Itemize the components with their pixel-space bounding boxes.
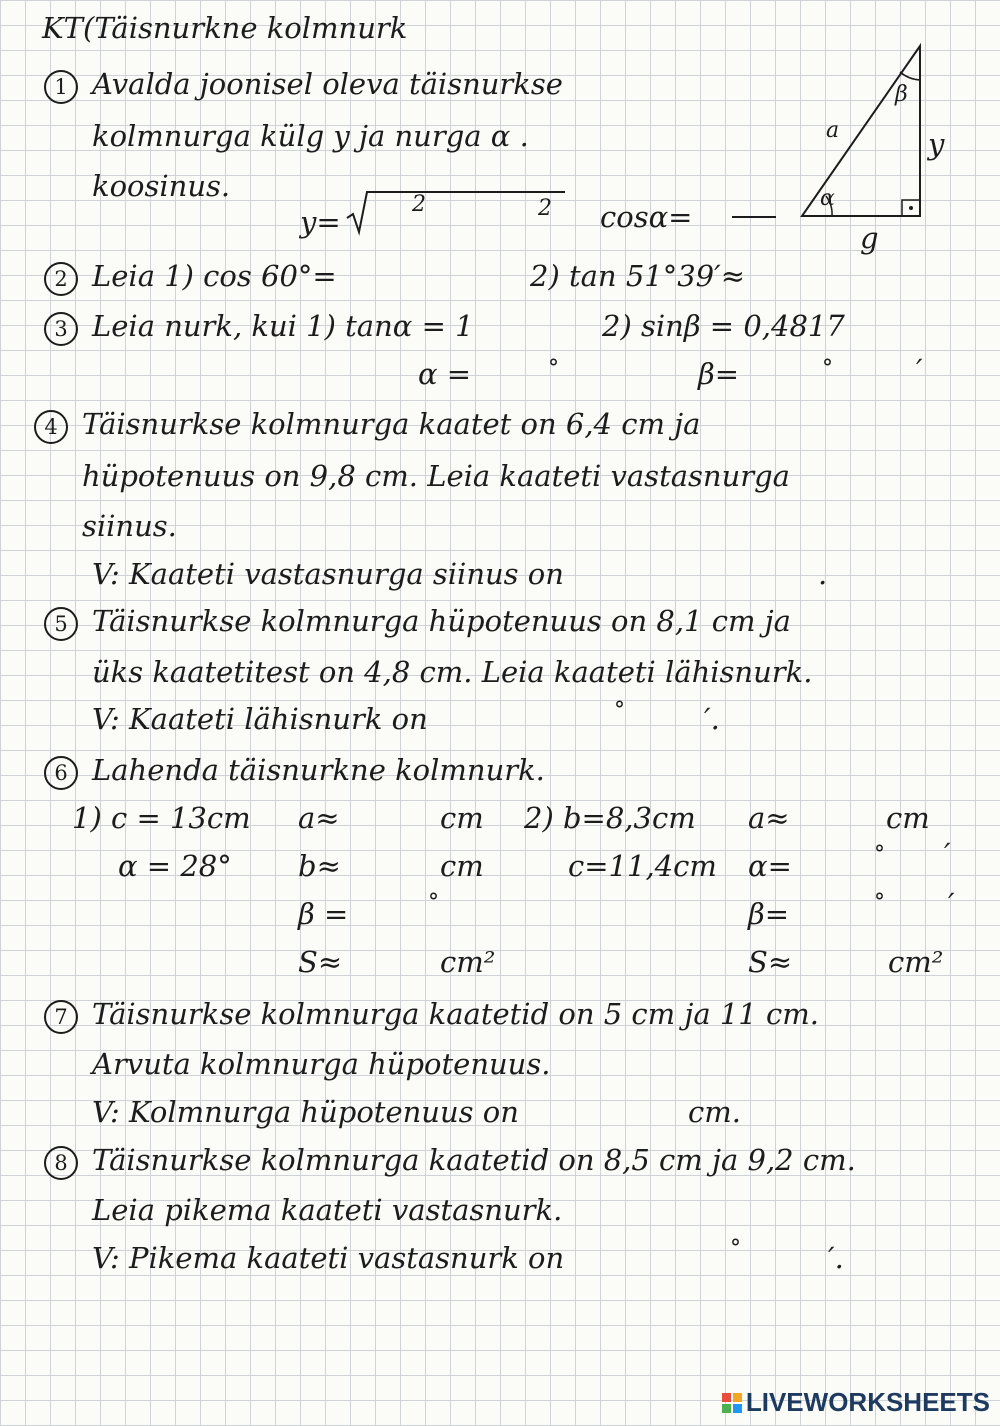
q6-p2-s-unit: cm² (888, 945, 944, 979)
q1-power-a: 2 (412, 192, 426, 217)
q6-title: Lahenda täisnurkne kolmnurk. (92, 753, 545, 787)
q6-p1-beta: β = (298, 897, 349, 931)
fraction-line (732, 216, 776, 218)
q3-part2: 2) sinβ = 0,4817 (602, 309, 845, 343)
q1-cos-equation: cosα= (600, 200, 693, 234)
triangle-angle-alpha: α (820, 186, 835, 211)
q1-line3: koosinus. (92, 169, 231, 203)
triangle-vert-label: y (928, 127, 945, 161)
q6-p2-alpha-deg: ° (874, 842, 885, 867)
question-number-5: 5 (44, 607, 78, 641)
q8-answer: V: Pikema kaateti vastasnurk on (92, 1241, 565, 1275)
q6-p2-beta: β= (748, 897, 790, 931)
triangle-angle-beta: β (895, 82, 908, 107)
q1-line1: Avalda joonisel oleva täisnurkse (92, 67, 563, 101)
question-number-2: 2 (44, 262, 78, 296)
q7-line2: Arvuta kolmnurga hüpotenuus. (92, 1047, 551, 1081)
q6-p2-given-c: c=11,4cm (568, 849, 717, 883)
q7-answer: V: Kolmnurga hüpotenuus on (92, 1095, 519, 1129)
liveworksheets-logo-icon (722, 1393, 742, 1413)
q5-deg: ° (614, 698, 625, 723)
q6-p2-a-unit: cm (886, 801, 930, 835)
q3-alpha-deg: ° (548, 356, 559, 381)
question-number-3: 3 (44, 312, 78, 346)
q6-p1-given-c: 1) c = 13cm (72, 801, 251, 835)
q8-deg: ° (730, 1236, 741, 1261)
q3-beta-answer: β= (698, 357, 740, 391)
q6-p2-beta-min: ′ (948, 887, 955, 921)
q1-power-b: 2 (538, 196, 552, 221)
q3-alpha-answer: α = (418, 357, 472, 391)
triangle-base-label: g (860, 221, 879, 255)
q7-line1: Täisnurkse kolmnurga kaatetid on 5 cm ja 11 cm. (92, 997, 819, 1031)
q6-p2-alpha-min: ′ (944, 837, 951, 871)
q6-p1-a-unit: cm (440, 801, 484, 835)
q6-p2-beta-deg: ° (874, 890, 885, 915)
q5-line2: üks kaatetitest on 4,8 cm. Leia kaateti lähisnurk. (92, 655, 813, 689)
angle-beta-arc (900, 72, 920, 80)
q6-p2-a: a≈ (748, 801, 790, 835)
q6-p1-s: S≈ (298, 945, 343, 979)
question-number-1: 1 (44, 70, 78, 104)
q8-min: ′. (828, 1241, 844, 1275)
q6-p1-beta-deg: ° (428, 890, 439, 915)
q6-p2-alpha: α= (748, 849, 792, 883)
q4-line2: hüpotenuus on 9,8 cm. Leia kaateti vastasnurga (82, 459, 790, 493)
q6-p1-a: a≈ (298, 801, 340, 835)
q4-answer: V: Kaateti vastasnurga siinus on (92, 557, 564, 591)
q1-line2: kolmnurga külg y ja nurga α . (92, 119, 529, 153)
triangle-hyp-label: a (826, 118, 840, 143)
q6-p1-b-unit: cm (440, 849, 484, 883)
q6-p2-given-b: 2) b=8,3cm (524, 801, 696, 835)
q7-unit: cm. (688, 1095, 741, 1129)
q4-answer-dot: . (818, 557, 828, 591)
q5-line1: Täisnurkse kolmnurga hüpotenuus on 8,1 cm ja (92, 604, 791, 638)
q6-p1-b: b≈ (298, 849, 341, 883)
q2-part1: Leia 1) cos 60°= (92, 259, 337, 293)
q6-p1-given-alpha: α = 28° (118, 849, 232, 883)
q4-line1: Täisnurkse kolmnurga kaatet on 6,4 cm ja (82, 407, 701, 441)
question-number-8: 8 (44, 1146, 78, 1180)
q6-p2-s: S≈ (748, 945, 793, 979)
q8-line2: Leia pikema kaateti vastasnurk. (92, 1193, 563, 1227)
q5-answer: V: Kaateti lähisnurk on (92, 702, 428, 736)
q5-min: ′. (704, 702, 720, 736)
q3-beta-min: ′ (916, 353, 923, 387)
page-title: KT(Täisnurkne kolmnurk (42, 11, 408, 45)
q1-y-equation: y= (300, 205, 341, 239)
q3-beta-deg: ° (822, 356, 833, 381)
liveworksheets-wordmark: LIVEWORKSHEETS (745, 1387, 990, 1417)
q4-line3: siinus. (82, 509, 177, 543)
question-number-7: 7 (44, 1000, 78, 1034)
q2-part2: 2) tan 51°39′≈ (530, 259, 746, 293)
question-number-4: 4 (34, 410, 68, 444)
question-number-6: 6 (44, 756, 78, 790)
q6-p1-s-unit: cm² (440, 945, 496, 979)
q3-part1: Leia nurk, kui 1) tanα = 1 (92, 309, 474, 343)
q8-line1: Täisnurkse kolmnurga kaatetid on 8,5 cm ja 9,2 cm. (92, 1143, 856, 1177)
liveworksheets-logo (722, 1387, 990, 1418)
